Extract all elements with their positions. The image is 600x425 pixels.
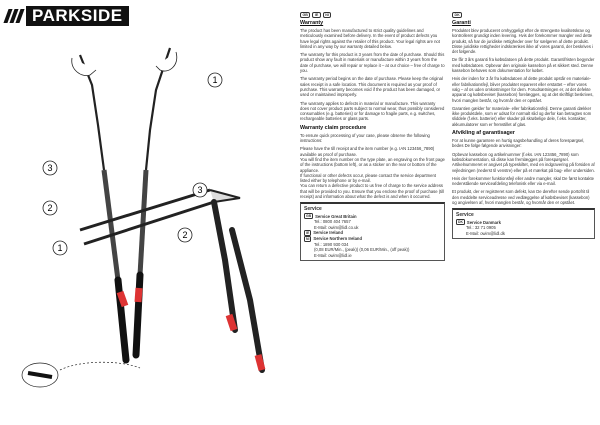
service-name: Service Danmark: [466, 219, 501, 225]
callout-2-b: 2: [182, 230, 188, 240]
callout-3-b: 3: [197, 185, 203, 195]
country-tag: IE: [312, 12, 320, 18]
service-name: Service Great Britain: [315, 213, 357, 219]
warranty-paragraph: The warranty for this product is 3 years from the date of purchase. Should this product show any fault in materials or manufacture within 3 years from the date of purchase, we will repair or replace it – at our choice – free of charge to you.: [300, 52, 445, 74]
service-phone: Tel.: 0800 404 7657: [314, 219, 351, 225]
service-email[interactable]: E-Mail: owim@lidl.ie: [314, 252, 352, 258]
logo-stripes: [6, 9, 22, 23]
country-tag: NI: [306, 236, 310, 241]
callout-2-a: 2: [47, 203, 53, 213]
country-tag: IE: [306, 230, 310, 235]
danish-warranty-column: [452, 12, 595, 239]
parkside-logo: [6, 6, 129, 26]
claim-paragraph: Opbevar kassebon og artikelnummer (f.eks. IAN 123456_7890) som købsdokumentation, så disse kan fremlægges på forespørgsel. Artikelnummeret er angivet på typeskiltet, med en indgravering på forsiden af vejledningen (nederst til venstre) eller på et mærkat på bag- eller undersiden.: [452, 151, 595, 173]
callout-1-b: 1: [212, 75, 218, 85]
service-phone: Tel.: 1890 930 034: [314, 241, 349, 247]
country-tag: DK: [458, 220, 463, 225]
warranty-heading: Warranty: [300, 20, 324, 26]
english-warranty-column: [300, 12, 445, 261]
product-illustration: [0, 30, 290, 420]
service-email[interactable]: E-Mail: owim@lidl.dk: [466, 230, 505, 236]
service-name: Service Ireland: [313, 230, 344, 236]
service-phone: Tel.: 32 71 0905: [466, 225, 496, 231]
service-title: Service: [456, 212, 474, 219]
claim-paragraph: If functional or other defects occur, please contact the service department listed either by telephone or by e-mail.: [300, 172, 436, 184]
callout-1-a: 1: [57, 243, 63, 253]
callout-3-a: 3: [47, 163, 53, 173]
service-name: Service Northern Ireland: [313, 236, 363, 242]
claim-paragraph: Hvis der forekommer funktionsfejl eller andre mangler, skal De først kontakte nedenstående serviceafdeling telefonisk eller via e-mail.: [452, 175, 594, 187]
warranty-paragraph: The warranty applies to defects in material or manufacture. This warranty does not cover product parts subject to normal wear, thus possibly considered consumables (e.g. batteries) or for damage to fragile parts, e.g. switches, rechargeable batteries or glass parts.: [300, 100, 445, 122]
warranty-heading: Garanti: [452, 20, 471, 26]
country-tags-dk: [452, 12, 595, 18]
warranty-paragraph: The warranty period begins on the date of purchase. Please keep the original sales receipt in a safe location. This document is required as your proof of purchase. This warranty becomes void if the product has been damaged, or used or maintained improperly.: [300, 76, 443, 98]
country-tag: DK: [452, 12, 462, 18]
country-tag: GB: [306, 214, 312, 219]
claim-paragraph: You can return a defective product to us free of charge to the service address that will be provided to you. Ensure that you enclose the proof of purchase (till receipt) and information about what the defect is and when it occurred.: [300, 183, 445, 200]
service-title: Service: [304, 206, 322, 213]
country-tag: NI: [323, 12, 332, 18]
warranty-paragraph: The product has been manufactured to strict quality guidelines and meticulously examined before delivery. In the event of product defects you have legal rights against the retailer of this product. Your legal rights are not limited in any way by our warranty detailed below.: [300, 28, 440, 49]
service-email[interactable]: E-Mail: owim@lidl.co.uk: [314, 224, 359, 230]
claim-paragraph: Please have the till receipt and the item number (e.g. IAN 123456_7890) available as proof of purchase.: [300, 146, 435, 157]
warranty-paragraph: De får 3 års garanti fra købsdatoen på dette produkt. Garantifristen begynder med købsdatoen. Opbevar den originale kassebon på et sikkert sted. Denne kassebon behøves som dokumentation for købet.: [452, 57, 595, 74]
claim-heading: Afvikling af garantisager: [452, 130, 515, 137]
warranty-paragraph: Hvis der inden for 3 år fra købsdatoen af dette produkt opstår en materiale- eller fabrikationsfejl, bliver produktet repareret eller erstattet – efter vores valg – af os uden omkostninger for dem. Forudsætningen er, at det defekte apparat og købsbeviset (kassebon) forelægges, og at det skriftligt beskrives, hvori manglen består, og hvornår den er opstået.: [452, 76, 594, 103]
claim-paragraph: Et produkt, der er registreret som defekt, kan De derefter sende portofrit til den meddelte serviceadresse ved vedlæggelse af købsbeviset (kassebon) og angivelsen af, hvori manglen består, og hvornår den er opstået.: [452, 189, 590, 206]
warranty-paragraph: Produktet blev produceret omhyggeligt efter de strengeste kvalitetskrav og kontrolleret grundigt inden levering. Hvis der forekommer mangler ved dette produkt, så har de juridiske rettigheder over for sælgeren af dette produkt. Disse juridiske rettigheder indskrænkes ikke af vores garanti, der beskrives i det følgende.: [452, 28, 594, 55]
grip-detail: [22, 362, 140, 387]
claim-paragraph: To ensure quick processing of your case, please observe the following instructions:: [300, 132, 430, 144]
warranty-paragraph: Garantien gælder for materiale- eller fabrikationsfejl. Denne garanti dækker ikke produktdele, som er udsat for normalt slid og derfor kan betragtes som sliddele (f.eks. batterier) eller skader på skrøbelige dele, f.eks. kontakter, akkumulatorer som er fremstillet af glas.: [452, 105, 592, 127]
service-box-en: [300, 202, 445, 260]
brand-name: PARKSIDE: [26, 6, 129, 26]
claim-paragraph: You will find the item number on the type plate, an engraving on the front page of the instructions (bottom left), or as a sticker on the rear or bottom of the appliance.: [300, 156, 445, 173]
claim-heading: Warranty claim procedure: [300, 124, 367, 131]
hedge-shears: [80, 190, 262, 370]
service-rate: (0,08 EUR/Min., (peak)) (0,06 EUR/Min., (off peak)): [314, 247, 410, 253]
lopper-a: [72, 55, 126, 360]
country-tags-en: [300, 12, 445, 18]
service-box-dk: [452, 208, 595, 239]
claim-paragraph: For at kunne garantere en hurtig sagsbehandling af deres forespørgsel, bedes De følge følgende anvisninger:: [452, 138, 585, 149]
country-tag: GB: [300, 12, 310, 18]
